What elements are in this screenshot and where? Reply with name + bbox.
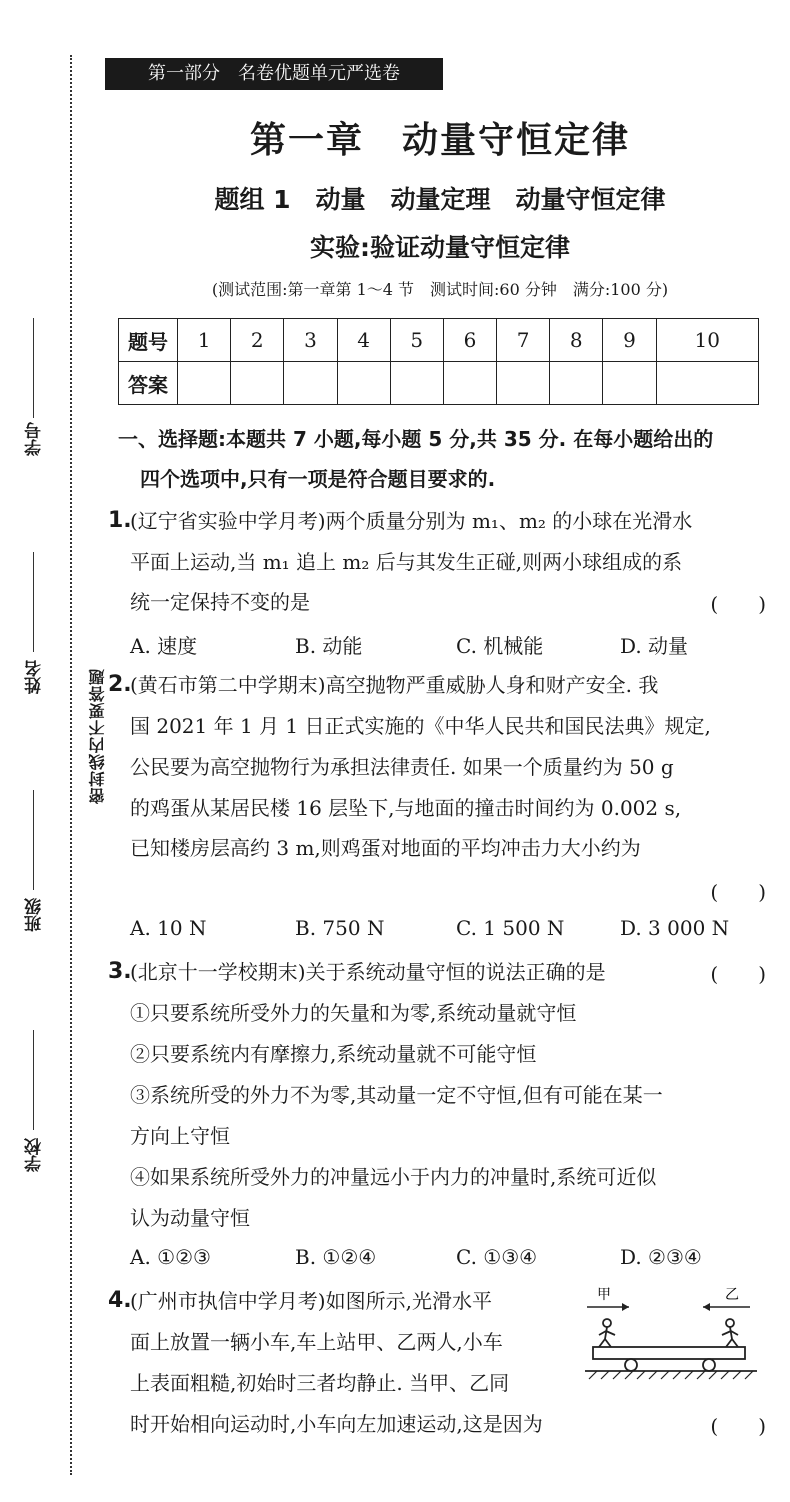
q3-statement-4a: ④如果系统所受外力的冲量远小于内力的冲量时,系统可近似 [130, 1165, 657, 1189]
table-cell: 8 [550, 319, 603, 362]
name-blank [33, 552, 34, 652]
q1-line2: 平面上运动,当 m₁ 追上 m₂ 后与其发生正碰,则两小球组成的系 [130, 550, 683, 574]
seal-dotted-line [70, 55, 72, 1475]
test-range: (测试范围:第一章第 1～4 节 测试时间:60 分钟 满分:100 分) [211, 280, 669, 299]
subtitle-topic: 题组 1 动量 动量定理 动量守恒定律 [214, 185, 666, 214]
q2-line3: 公民要为高空抛物行为承担法律责任. 如果一个质量约为 50 g [130, 755, 674, 779]
q3-statement-3a: ③系统所受的外力不为零,其动量一定不守恒,但有可能在某一 [130, 1083, 663, 1107]
q2-line5: 已知楼房层高约 3 m,则鸡蛋对地面的平均冲击力大小约为 [130, 836, 641, 860]
person-yi-icon [722, 1319, 738, 1347]
q2-option-b: B. 750 N [295, 916, 385, 940]
q3-number: 3. [108, 959, 132, 984]
q1-number: 1. [108, 508, 132, 533]
q3-option-b: B. ①②④ [295, 1245, 377, 1269]
q2-line1: (黄石市第二中学期末)高空抛物严重威胁人身和财产安全. 我 [130, 673, 659, 697]
q2-line4: 的鸡蛋从某居民楼 16 层坠下,与地面的撞击时间约为 0.002 s, [130, 796, 682, 820]
question-number-row [119, 319, 759, 362]
q4-line2: 面上放置一辆小车,车上站甲、乙两人,小车 [130, 1330, 503, 1354]
school-blank [33, 1030, 34, 1130]
section-heading-line2: 四个选项中,只有一项是符合题目要求的. [140, 467, 496, 491]
answer-cell[interactable] [337, 362, 390, 405]
student-id-blank [33, 318, 34, 418]
table-cell: 10 [656, 319, 758, 362]
q3-line1: (北京十一学校期末)关于系统动量守恒的说法正确的是 [130, 960, 606, 984]
q1-line1: (辽宁省实验中学月考)两个质量分别为 m₁、m₂ 的小球在光滑水 [130, 509, 693, 533]
q3-statement-4b: 认为动量守恒 [130, 1206, 250, 1230]
q2-line2: 国 2021 年 1 月 1 日正式实施的《中华人民共和国民法典》规定, [130, 714, 711, 738]
table-cell: 9 [603, 319, 656, 362]
q1-answer-paren: ( ) [710, 592, 766, 616]
answer-cell[interactable] [178, 362, 231, 405]
answer-cell[interactable] [603, 362, 656, 405]
q4-line3: 上表面粗糙,初始时三者均静止. 当甲、乙同 [130, 1371, 510, 1395]
q3-option-d: D. ②③④ [620, 1245, 702, 1269]
q2-option-a: A. 10 N [130, 916, 207, 940]
q4-number: 4. [108, 1288, 132, 1313]
class-blank [33, 790, 34, 890]
table-cell: 2 [231, 319, 284, 362]
answer-cell[interactable] [390, 362, 443, 405]
cart-body [593, 1347, 745, 1359]
q3-statement-2: ②只要系统内有摩擦力,系统动量就不可能守恒 [130, 1042, 537, 1066]
fig-label-jia: 甲 [597, 1287, 611, 1303]
fig-label-yi: 乙 [725, 1287, 739, 1303]
answer-table [118, 318, 759, 405]
q4-line1: (广州市执信中学月考)如图所示,光滑水平 [130, 1289, 492, 1313]
ground-hatching [589, 1371, 753, 1379]
answer-cell[interactable] [550, 362, 603, 405]
name-label: 姓名 [25, 660, 45, 694]
subtitle-experiment: 实验:验证动量守恒定律 [310, 233, 570, 262]
table-cell: 3 [284, 319, 337, 362]
q1-option-d: D. 动量 [620, 634, 689, 658]
row-label-answer: 答案 [119, 362, 178, 405]
q2-option-d: D. 3 000 N [620, 916, 730, 940]
q4-cart-figure [585, 1285, 765, 1395]
q2-number: 2. [108, 672, 132, 697]
q2-option-c: C. 1 500 N [456, 916, 565, 940]
q1-option-b: B. 动能 [295, 634, 363, 658]
table-cell: 6 [443, 319, 496, 362]
section-tag: 第一部分 名卷优题单元严选卷 [105, 58, 443, 90]
student-id-label: 学号 [25, 422, 45, 456]
q3-statement-3b: 方向上守恒 [130, 1124, 230, 1148]
chapter-title: 第一章 动量守恒定律 [249, 120, 630, 161]
person-jia-icon [599, 1319, 615, 1347]
table-cell: 1 [178, 319, 231, 362]
q3-option-a: A. ①②③ [130, 1245, 211, 1269]
q1-option-c: C. 机械能 [456, 634, 544, 658]
cart-wheel-left [625, 1359, 637, 1371]
table-cell: 7 [497, 319, 550, 362]
school-label: 学校 [25, 1138, 45, 1172]
answer-cell[interactable] [231, 362, 284, 405]
answer-cell[interactable] [284, 362, 337, 405]
q1-line3: 统一定保持不变的是 [130, 590, 310, 614]
q4-answer-paren: ( ) [710, 1414, 766, 1438]
seal-notice: 密封线内不要答题 [88, 668, 107, 804]
class-label: 班级 [25, 898, 45, 932]
cart-wheel-right [703, 1359, 715, 1371]
q1-option-a: A. 速度 [130, 634, 198, 658]
answer-cell[interactable] [497, 362, 550, 405]
row-label-number: 题号 [119, 319, 178, 362]
table-cell: 4 [337, 319, 390, 362]
answer-cell[interactable] [443, 362, 496, 405]
q4-line4: 时开始相向运动时,小车向左加速运动,这是因为 [130, 1412, 543, 1436]
q3-answer-paren: ( ) [710, 962, 766, 986]
q2-answer-paren: ( ) [710, 880, 766, 904]
answer-row [119, 362, 759, 405]
table-cell: 5 [390, 319, 443, 362]
answer-cell[interactable] [656, 362, 758, 405]
q3-statement-1: ①只要系统所受外力的矢量和为零,系统动量就守恒 [130, 1001, 577, 1025]
q3-option-c: C. ①③④ [456, 1245, 538, 1269]
section-heading-line1: 一、选择题:本题共 7 小题,每小题 5 分,共 35 分. 在每小题给出的 [118, 427, 714, 451]
